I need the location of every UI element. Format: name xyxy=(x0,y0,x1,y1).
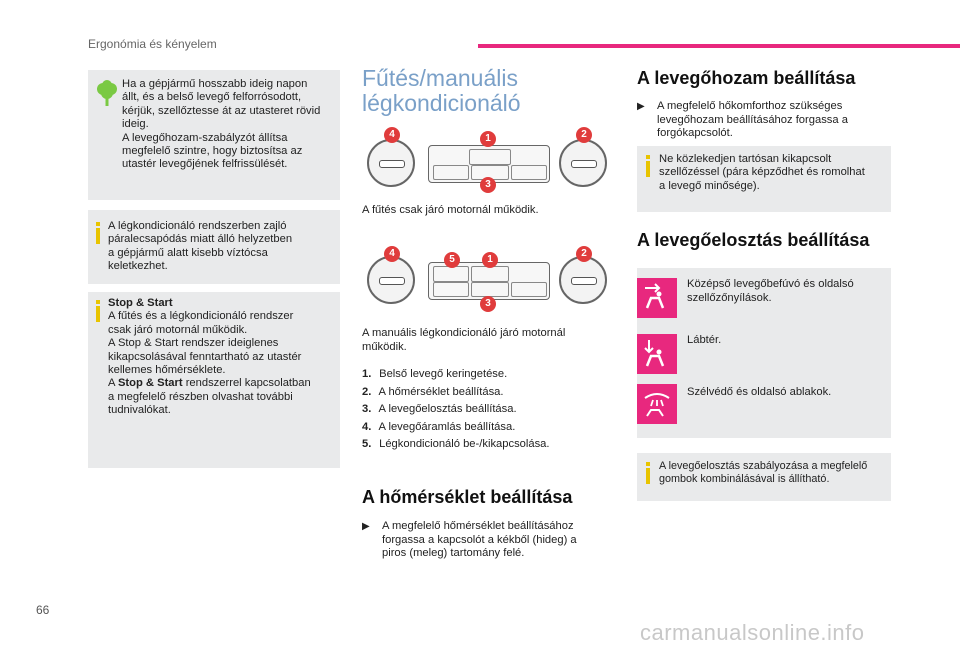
airflow-heading: A levegőhozam beállítása xyxy=(637,68,856,88)
recirculation-button xyxy=(469,149,511,165)
airflow-knob xyxy=(367,139,415,187)
info-icon xyxy=(96,300,100,322)
instruction-line: forgókapcsolót. xyxy=(657,127,733,140)
info-line: a gépjármű alatt kisebb víztócsa xyxy=(108,246,268,259)
temperature-heading: A hőmérséklet beállítása xyxy=(362,487,573,507)
callout-marker: 2 xyxy=(576,246,592,262)
list-item xyxy=(362,401,550,419)
distribution-text: Lábtér. xyxy=(687,334,722,346)
eco-tree-icon xyxy=(96,80,118,106)
info-box-stop-start xyxy=(88,292,340,468)
info-box-distribution xyxy=(637,453,891,501)
callout-marker: 5 xyxy=(444,252,460,268)
eco-line: Ha a gépjármű hosszabb ideig napon xyxy=(122,78,308,90)
instruction-line: forgassa a kapcsolót a kékből (hideg) a xyxy=(382,533,577,546)
page-number: 66 xyxy=(36,603,50,617)
info-icon xyxy=(96,222,100,244)
instruction-line: A megfelelő hőkomforthoz szükséges xyxy=(657,100,843,112)
distribution-text: Középső levegőbefúvó és oldalsó xyxy=(687,278,854,290)
eco-line: megfelelő szintre, hogy biztosítsa az xyxy=(122,145,303,158)
eco-line: kérjük, szellőztesse át az utasteret rövid xyxy=(122,104,321,117)
info-text-bold: Stop & Start xyxy=(117,377,183,390)
distribution-text: Szélvédő és oldalsó ablakok. xyxy=(687,386,832,398)
callout-marker: 1 xyxy=(482,252,498,268)
distribution-text: szellőzőnyílások. xyxy=(687,291,772,304)
section-header: Ergonómia és kényelem xyxy=(88,37,217,51)
info-line: a megfelelő részben olvashat további xyxy=(108,390,293,403)
info-line: Ne közlekedjen tartósan kikapcsolt xyxy=(659,153,832,165)
temperature-knob xyxy=(559,139,607,187)
list-text: A levegőelosztás beállítása. xyxy=(378,403,517,415)
info-text: rendszerrel kapcsolatban xyxy=(182,377,311,390)
list-text: A hőmérséklet beállítása. xyxy=(378,385,504,398)
distribution-box xyxy=(637,268,891,438)
list-item xyxy=(362,384,550,402)
list-number: 4. xyxy=(362,420,372,433)
info-line: A levegőelosztás szabályozása a megfelelő xyxy=(659,460,868,472)
section-title-line: Fűtés/manuális xyxy=(362,65,518,91)
info-icon xyxy=(646,462,650,484)
info-box-ventilation xyxy=(637,146,891,212)
recirculation-button xyxy=(471,266,509,282)
list-item xyxy=(362,419,550,437)
eco-tip-box xyxy=(88,70,340,200)
caption-line: működik. xyxy=(362,340,407,353)
info-line: keletkezhet. xyxy=(108,260,168,273)
eco-line: ideig. xyxy=(122,118,149,131)
watermark: carmanualsonline.info xyxy=(640,620,865,645)
list-text: Belső levegő keringetése. xyxy=(379,368,508,380)
info-line: kikapcsolásával fenntartható az utastér xyxy=(108,350,302,363)
section-title xyxy=(362,66,521,116)
callout-marker: 2 xyxy=(576,127,592,143)
info-icon xyxy=(646,155,650,177)
mode-button xyxy=(433,165,469,180)
arrow-icon: ▶ xyxy=(637,101,645,112)
list-number: 2. xyxy=(362,385,372,398)
callout-marker: 4 xyxy=(384,127,400,143)
distribution-label xyxy=(687,386,831,400)
list-number: 5. xyxy=(362,438,372,450)
list-item xyxy=(362,436,550,454)
instruction-line: levegőhozam beállításához forgassa a xyxy=(657,113,848,126)
info-line: kellemes hőmérséklete. xyxy=(108,364,226,377)
caption-heating: A fűtés csak járó motornál működik. xyxy=(362,204,539,216)
distribution-label xyxy=(687,278,854,305)
distribution-heading: A levegőelosztás beállítása xyxy=(637,230,870,250)
control-panel-ac xyxy=(362,244,612,314)
instruction-line: piros (meleg) tartomány felé. xyxy=(382,547,525,560)
eco-line: utastér levegőjének felfrissülését. xyxy=(122,158,288,171)
callout-marker: 1 xyxy=(480,131,496,147)
callout-marker: 3 xyxy=(480,296,496,312)
info-line: A fűtés és a légkondicionáló rendszer xyxy=(108,310,294,323)
airflow-instruction xyxy=(637,100,848,141)
info-line: gombok kombinálásával is állítható. xyxy=(659,473,830,486)
info-line: páralecsapódás miatt álló helyzetben xyxy=(108,233,293,246)
info-line: A Stop & Start rendszer ideiglenes xyxy=(108,337,279,350)
windscreen-icon xyxy=(637,384,677,424)
caption-line: A manuális légkondicionáló járó motornál xyxy=(362,327,566,339)
distribution-label xyxy=(687,334,721,348)
arrow-icon: ▶ xyxy=(362,521,370,532)
caption-ac xyxy=(362,327,565,354)
face-vent-icon xyxy=(637,278,677,318)
info-line: tudnivalókat. xyxy=(108,404,171,417)
eco-line: állt, és a belső levegő felforrósodott, xyxy=(122,91,302,104)
info-line: csak járó motornál működik. xyxy=(108,323,248,336)
mode-button xyxy=(511,282,547,297)
control-list xyxy=(362,366,550,454)
footwell-icon xyxy=(637,334,677,374)
info-title: Stop & Start xyxy=(108,297,173,309)
list-text: A levegőáramlás beállítása. xyxy=(378,420,516,433)
mode-button xyxy=(511,165,547,180)
list-text: Légkondicionáló be-/kikapcsolása. xyxy=(379,438,550,450)
mode-button xyxy=(433,282,469,297)
eco-line: A levegőhozam-szabályzót állítsa xyxy=(122,131,288,144)
callout-marker: 4 xyxy=(384,246,400,262)
list-number: 3. xyxy=(362,403,372,415)
airflow-knob xyxy=(367,256,415,304)
header-accent-bar xyxy=(478,44,960,48)
temperature-knob xyxy=(559,256,607,304)
temperature-instruction xyxy=(362,520,577,561)
ac-button xyxy=(433,266,469,282)
list-number: 1. xyxy=(362,368,372,380)
info-line: A légkondicionáló rendszerben zajló xyxy=(108,220,287,232)
list-item xyxy=(362,366,550,384)
info-text: A xyxy=(108,377,118,390)
mode-button xyxy=(471,282,509,297)
callout-marker: 3 xyxy=(480,177,496,193)
info-line xyxy=(108,377,336,390)
info-line: a levegő minősége). xyxy=(659,179,760,192)
control-panel-heating xyxy=(362,125,612,195)
section-title-line: légkondicionáló xyxy=(362,90,521,116)
info-line: szellőzéssel (pára képződhet és romolhat xyxy=(659,166,865,179)
instruction-line: A megfelelő hőmérséklet beállításához xyxy=(382,520,574,532)
info-box-condensation xyxy=(88,210,340,284)
